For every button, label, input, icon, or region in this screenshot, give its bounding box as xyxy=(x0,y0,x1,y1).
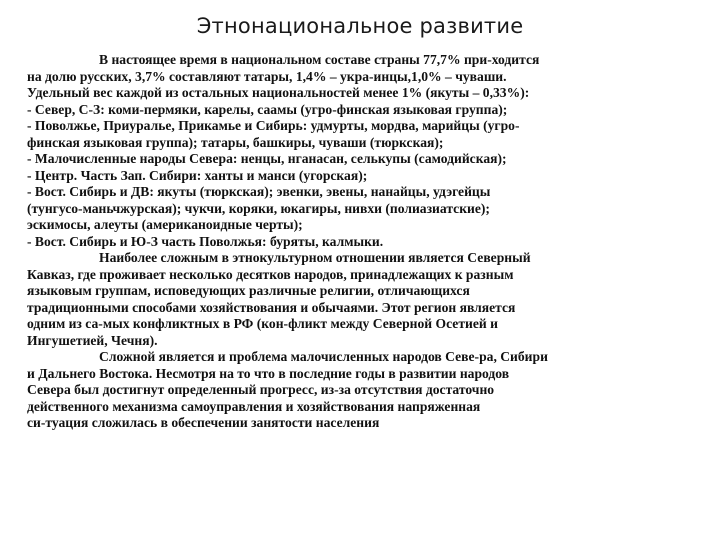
text-line: - Вост. Сибирь и ДВ: якуты (тюркская); эвенки, эвены, нанайцы, удэгейцы xyxy=(27,184,491,199)
text-line: си-туация сложилась в обеспечении занятости населения xyxy=(27,415,380,430)
region-item-west-siberia xyxy=(27,168,691,185)
text-line: - Центр. Часть Зап. Сибири: ханты и манси (угорская); xyxy=(27,167,368,183)
text-line: Кавказ, где проживает несколько десятков народов, принадлежащих к разным xyxy=(27,266,514,282)
text-line: финская языковая группа); татары, башкиры, чуваши (тюркская); xyxy=(27,134,444,150)
region-item-north-west xyxy=(27,102,691,119)
text-line: Сложной является и проблема малочисленных народов Севе-ра, Сибири xyxy=(99,349,548,364)
region-item-volga xyxy=(27,118,691,151)
region-item-east-siberia xyxy=(27,234,691,251)
text-line: одним из са-мых конфликтных в РФ (кон-фликт между Северной Осетией и xyxy=(27,316,498,331)
text-line: и Дальнего Востока. Несмотря на то что в последние годы в развитии народов xyxy=(27,365,510,381)
text-line: Ингушетией, Чечня). xyxy=(27,332,158,348)
text-line: - Север, С-З: коми-пермяки, карелы, саамы (угро-финская языковая группа); xyxy=(27,101,508,117)
text-line: Севера был достигнут определенный прогресс, из-за отсутствия достаточно xyxy=(27,382,495,397)
text-line: языковым группам, исповедующих различные религии, отличающихся xyxy=(27,283,470,298)
region-item-far-east xyxy=(27,184,691,234)
text-line: Удельный вес каждой из остальных национальностей менее 1% (якуты – 0,33%): xyxy=(27,85,530,100)
document-body xyxy=(27,52,691,432)
text-line: (тунгусо-маньчжурская); чукчи, коряки, юкагиры, нивхи (полиазиатские); xyxy=(27,200,490,216)
text-line: эскимосы, алеуты (американоидные черты); xyxy=(27,217,303,232)
paragraph-caucasus xyxy=(27,250,691,349)
text-line: Наиболее сложным в этнокультурном отношении является Северный xyxy=(99,250,531,265)
paragraph-north xyxy=(27,349,691,432)
text-line: действенного механизма самоуправления и хозяйствования напряженная xyxy=(27,398,481,414)
text-line: В настоящее время в национальном составе страны 77,7% при-ходится xyxy=(99,52,540,67)
region-item-north-peoples xyxy=(27,151,691,168)
text-line: - Вост. Сибирь и Ю-З часть Поволжья: буряты, калмыки. xyxy=(27,233,384,249)
text-line: на долю русских, 3,7% составляют татары, 1,4% – укра-инцы,1,0% – чуваши. xyxy=(27,68,507,84)
text-line: - Малочисленные народы Севера: ненцы, нганасан, селькупы (самодийская); xyxy=(27,151,507,166)
page-title: Этнонациональное развитие xyxy=(196,14,524,38)
paragraph-intro xyxy=(27,52,691,102)
text-line: - Поволжье, Приуралье, Прикамье и Сибирь: удмурты, мордва, марийцы (угро- xyxy=(27,118,520,133)
text-line: традиционными способами хозяйствования и обычаями. Этот регион является xyxy=(27,299,516,315)
